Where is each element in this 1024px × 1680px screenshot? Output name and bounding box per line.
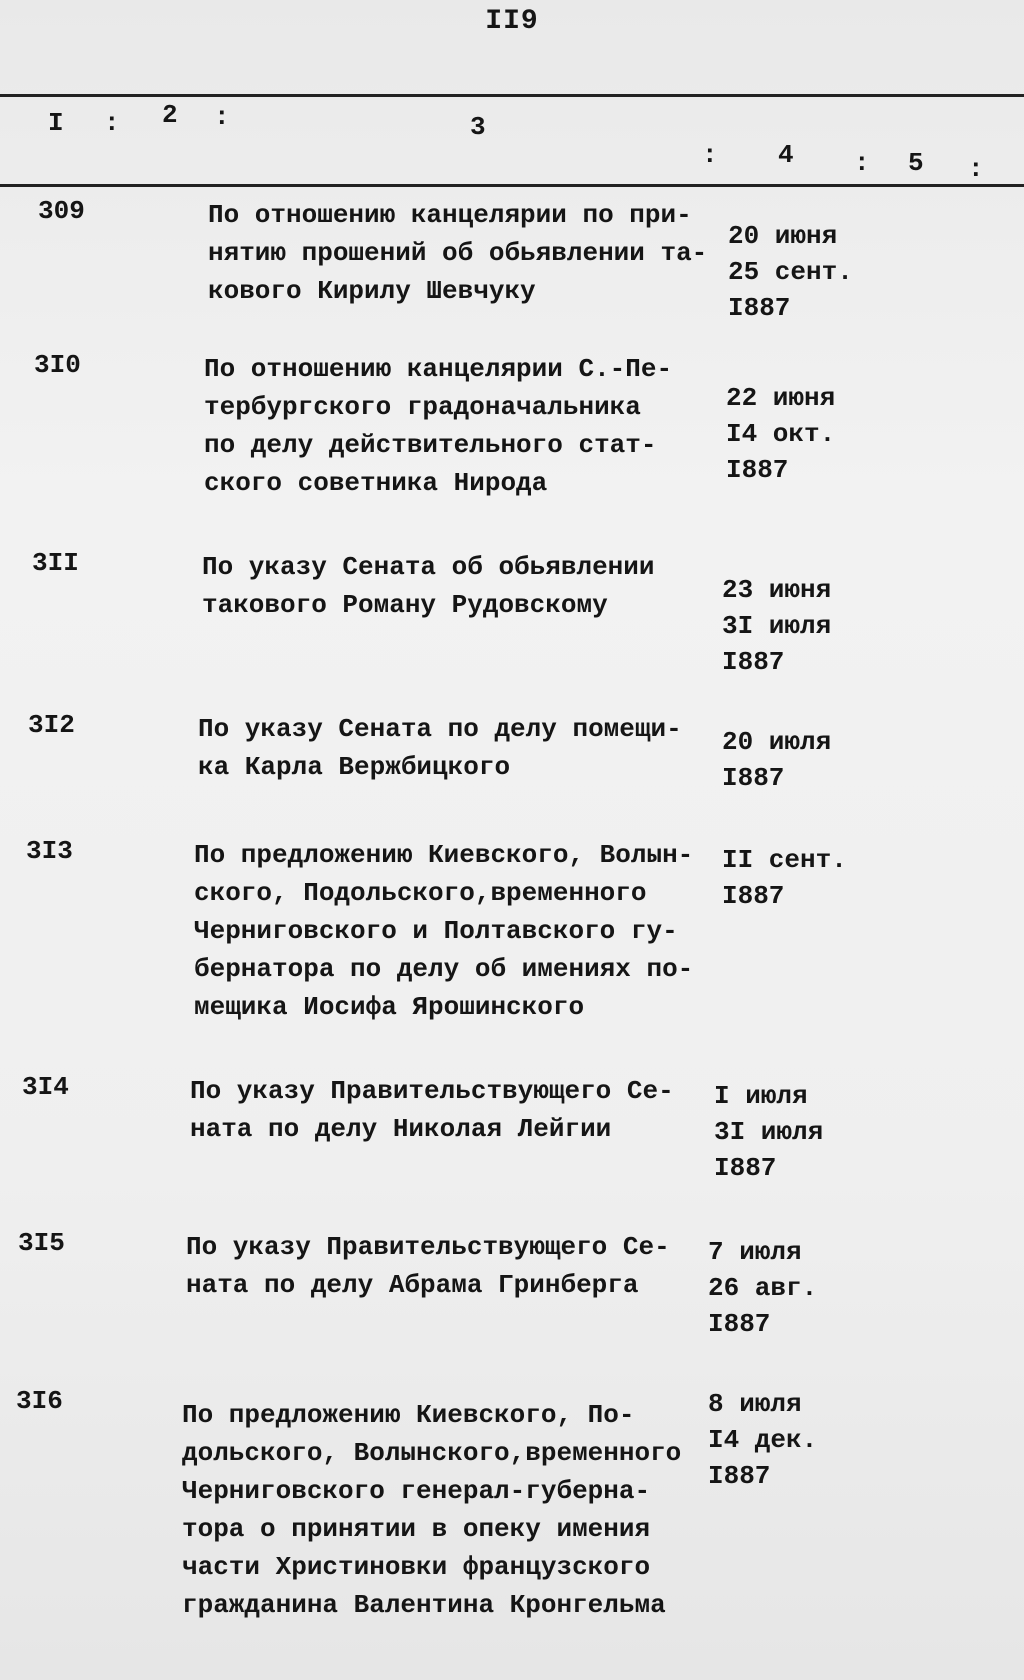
entry-title-line: По отношению канцелярии по при-	[208, 200, 692, 230]
entry-date: II сент.	[722, 845, 847, 875]
column-separator: :	[968, 154, 984, 184]
entry-date: I887	[708, 1461, 771, 1491]
entry-title-line: По предложению Киевского, Волын-	[194, 840, 694, 870]
entry-title-line: нятию прошений об обьявлении та-	[208, 238, 708, 268]
entry-date: I887	[714, 1153, 777, 1183]
entry-title	[204, 350, 724, 502]
entry-title-line: По указу Сената по делу помещи-	[198, 714, 682, 744]
entry-number: 3I0	[34, 350, 81, 380]
entry-title-line: мещика Иосифа Ярошинского	[194, 992, 585, 1022]
entry-title-line: части Христиновки французского	[182, 1552, 651, 1582]
entry-number: 3I2	[28, 710, 75, 740]
column-header-1: I	[48, 108, 64, 138]
page-number: II9	[485, 6, 539, 37]
entry-number: 3I3	[26, 836, 73, 866]
entry-title	[182, 1396, 702, 1624]
entry-title-line: гражданина Валентина Кронгельма	[182, 1590, 666, 1620]
entry-title-line: тора о принятии в опеку имения	[182, 1514, 651, 1544]
entry-title-line: По отношению канцелярии С.-Пе-	[204, 354, 673, 384]
entry-title-line: кового Кирилу Шевчуку	[208, 276, 536, 306]
entry-number: 3I4	[22, 1072, 69, 1102]
entry-number: 3II	[32, 548, 79, 578]
entry-title-line: ната по делу Николая Лейгии	[190, 1114, 612, 1144]
entry-dates	[728, 218, 908, 326]
entry-dates	[714, 1078, 894, 1186]
entry-title-line: тербургского градоначальника	[204, 392, 641, 422]
header-rule-top	[0, 94, 1024, 97]
entry-title-line: Черниговского генерал-губерна-	[182, 1476, 651, 1506]
entry-title-line: Черниговского и Полтавского гу-	[194, 916, 678, 946]
entry-title	[194, 836, 714, 1026]
column-separator: :	[214, 102, 230, 132]
entry-date: 3I июля	[714, 1117, 824, 1147]
column-header-4: 4	[778, 140, 794, 170]
entry-date: 26 авг.	[708, 1273, 818, 1303]
entry-date: 23 июня	[722, 575, 832, 605]
entry-title-line: По предложению Киевского, По-	[182, 1400, 635, 1430]
entry-date: I887	[722, 881, 785, 911]
entry-title	[208, 196, 728, 310]
entry-title	[186, 1228, 706, 1304]
entry-date: I887	[728, 293, 791, 323]
entry-date: I4 дек.	[708, 1425, 818, 1455]
entry-title	[198, 710, 718, 786]
entry-date: 20 июля	[722, 727, 832, 757]
entry-title-line: ского, Подольского,временного	[194, 878, 647, 908]
entry-date: 25 сент.	[728, 257, 853, 287]
entry-date: 8 июля	[708, 1389, 802, 1419]
entry-title-line: По указу Правительствующего Се-	[186, 1232, 670, 1262]
entry-title-line: ка Карла Вержбицкого	[198, 752, 511, 782]
entry-dates	[722, 842, 902, 914]
entry-date: I887	[722, 647, 785, 677]
entry-title-line: ского советника Нирода	[204, 468, 548, 498]
entry-number: 309	[38, 196, 85, 226]
entry-date: I887	[726, 455, 789, 485]
entry-dates	[722, 572, 902, 680]
entry-dates	[708, 1386, 888, 1494]
entry-date: I887	[722, 763, 785, 793]
entry-title-line: По указу Сената об обьявлении	[202, 552, 655, 582]
entry-date: 3I июля	[722, 611, 832, 641]
entry-date: I июля	[714, 1081, 808, 1111]
entry-number: 3I6	[16, 1386, 63, 1416]
entry-date: I4 окт.	[726, 419, 836, 449]
entry-title-line: дольского, Волынского,временного	[182, 1438, 682, 1468]
entry-title-line: по делу действительного стат-	[204, 430, 657, 460]
entry-dates	[726, 380, 906, 488]
entry-title-line: По указу Правительствующего Се-	[190, 1076, 674, 1106]
entry-date: I887	[708, 1309, 771, 1339]
column-separator: :	[104, 108, 120, 138]
column-header-5: 5	[908, 148, 924, 178]
entry-title	[202, 548, 722, 624]
column-separator: :	[702, 140, 718, 170]
column-header-3: 3	[470, 112, 486, 142]
entry-title-line: ната по делу Абрама Гринберга	[186, 1270, 639, 1300]
entry-title	[190, 1072, 710, 1148]
column-separator: :	[854, 148, 870, 178]
column-header-2: 2	[162, 100, 178, 130]
entry-dates	[722, 724, 902, 796]
entry-title-line: бернатора по делу об имениях по-	[194, 954, 694, 984]
entry-date: 22 июня	[726, 383, 836, 413]
entry-number: 3I5	[18, 1228, 65, 1258]
entry-title-line: такового Роману Рудовскому	[202, 590, 608, 620]
header-rule-bottom	[0, 184, 1024, 187]
entry-dates	[708, 1234, 888, 1342]
entry-date: 20 июня	[728, 221, 838, 251]
entry-date: 7 июля	[708, 1237, 802, 1267]
